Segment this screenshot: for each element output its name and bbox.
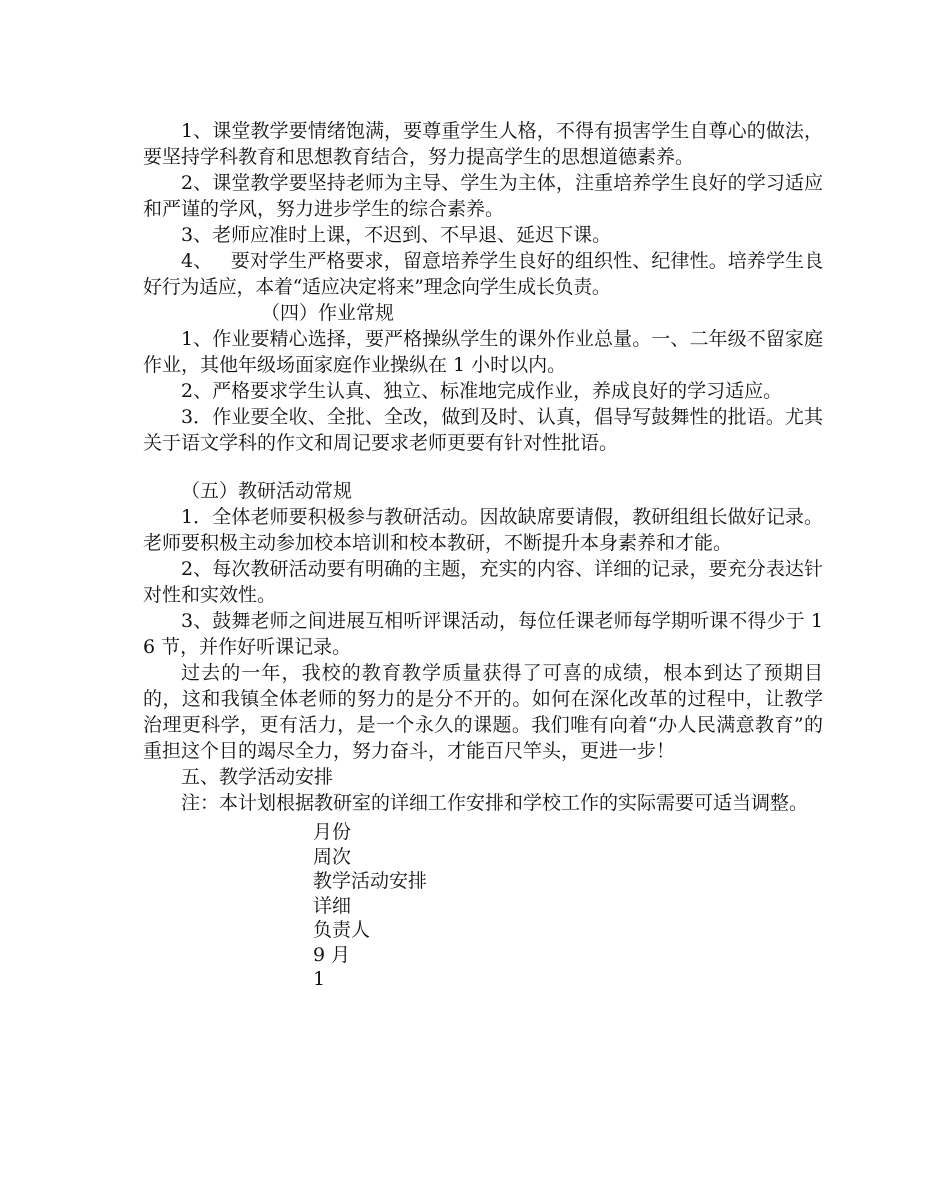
table-cell-week-value: 1 (313, 968, 326, 990)
schedule-note: 注：本计划根据教研室的详细工作安排和学校工作的实际需要可适当调整。 (181, 792, 809, 814)
section-heading-research: （五）教研活动常规 (181, 480, 353, 502)
homework-rule-1: 1、作业要精心选择，要严格操纵学生的课外作业总量。一、二年级不留家庭作业，其他年级场面家庭作业操纵在 1 小时以内。 (143, 328, 823, 376)
research-rule-2: 2、每次教研活动要有明确的主题，充实的内容、详细的记录，要充分表达针对性和实效性。 (143, 558, 823, 606)
table-cell-owner-header: 负责人 (313, 919, 371, 941)
section-heading-schedule: 五、教学活动安排 (181, 766, 334, 788)
classroom-rule-2: 2、课堂教学要坚持老师为主导、学生为主体，注重培养学生良好的学习适应和严谨的学风，努力进步学生的综合素养。 (143, 172, 823, 220)
summary-paragraph: 过去的一年，我校的教育教学质量获得了可喜的成绩，根本到达了预期目的，这和我镇全体老师的努力的是分不开的。如何在深化改革的过程中，让教学治理更科学，更有活力，是一个永久的课题。我们唯有向着“办人民满意教育”的重担这个目的竭尽全力，努力奋斗，才能百尺竿头，更进一步！ (143, 662, 823, 762)
classroom-rule-3: 3、老师应准时上课，不迟到、不早退、延迟下课。 (181, 224, 612, 246)
classroom-rule-1: 1、课堂教学要情绪饱满，要尊重学生人格，不得有损害学生自尊心的做法，要坚持学科教育和思想教育结合，努力提高学生的思想道德素养。 (143, 120, 823, 168)
research-rule-1: 1．全体老师要积极参与教研活动。因故缺席要请假，教研组组长做好记录。老师要积极主动参加校本培训和校本教研，不断提升本身素养和才能。 (143, 506, 823, 554)
document-page (143, 118, 823, 992)
table-cell-month-value: 9 月 (313, 943, 351, 966)
schedule-table-cells (143, 820, 823, 992)
research-rule-3: 3、鼓舞老师之间进展互相听评课活动，每位任课老师每学期听课不得少于 16 节，并作好听课记录。 (143, 610, 823, 658)
table-cell-month-header: 月份 (313, 821, 352, 843)
homework-rule-3: 3．作业要全收、全批、全改，做到及时、认真，倡导写鼓舞性的批语。尤其关于语文学科的作文和周记要求老师更要有针对性批语。 (143, 406, 823, 454)
classroom-rule-4: 4、 要对学生严格要求，留意培养学生良好的组织性、纪律性。培养学生良好行为适应，本着“适应决定将来”理念向学生成长负责。 (143, 250, 823, 298)
section-heading-homework: （四）作业常规 (261, 302, 395, 324)
table-cell-activity-header: 教学活动安排 (313, 870, 428, 892)
homework-rule-2: 2、严格要求学生认真、独立、标准地完成作业，养成良好的学习适应。 (181, 380, 783, 402)
table-cell-week-header: 周次 (313, 845, 352, 868)
table-cell-detail-header: 详细 (313, 894, 352, 917)
